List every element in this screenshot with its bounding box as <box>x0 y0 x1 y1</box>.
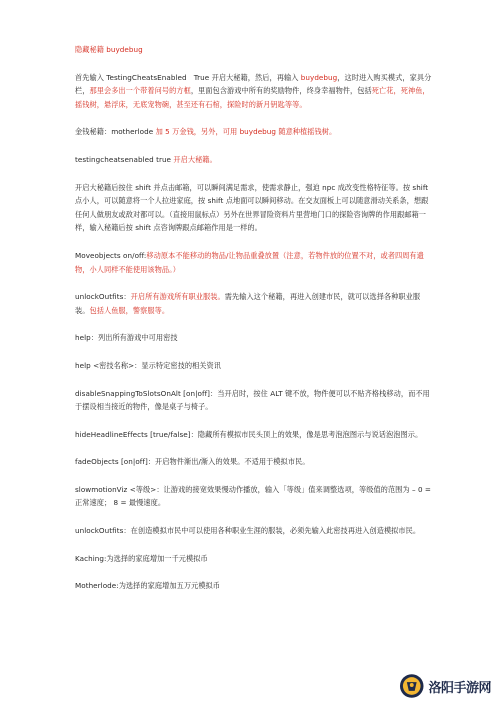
body-text: unlockOutfits：在创造模拟市民中可以使用各种职业生涯的服装，必须先输入此密技再进入创造模拟市民。 <box>75 526 421 536</box>
highlighted-text: 包括人鱼服，警察服等。 <box>89 305 170 315</box>
highlighted-text: 隐藏秘籍 buydebug <box>75 45 143 54</box>
highlighted-text: 那里会多出一个带着问号的方框 <box>89 86 191 96</box>
body-text: ，里面包含游戏中所有的奖励物件，终身幸福物件，包括 <box>190 86 372 96</box>
highlighted-text: 开启所有游戏所有职业服装。 <box>130 292 225 302</box>
highlighted-text: 加 5 万金钱，另外，可用 buydebug 随意种植摇钱树。 <box>155 127 337 137</box>
highlighted-text: 移动原本不能移动的物品/让物品重叠放置（注意，若物件放的位置不对，或者四周有遗物，小人同样不能使用该物品。） <box>75 250 424 274</box>
body-text: 需先输入这个秘籍，再进入创建市民，就可以选择各种职业服装。 <box>75 292 421 315</box>
paragraph <box>75 71 433 112</box>
body-text: Kaching:为选择的家庭增加一千元模拟币 <box>75 553 208 563</box>
highlighted-text: 死亡花，死神鱼，摇钱树，悬浮床，无底宠物碗，甚至还有石棺，探险时的新月钥匙等等。 <box>75 86 430 109</box>
body-text: disableSnappingToSlotsOnAlt [on|off]：当开启时，按住 ALT 键不放，物件便可以不贴齐格栈移动，而不用于摆设相当接近的物件，像是桌子与椅子。 <box>75 388 430 412</box>
paragraph <box>75 359 433 373</box>
paragraph <box>75 290 433 317</box>
document-body <box>75 43 433 607</box>
paragraph <box>75 428 433 442</box>
body-text: slowmotionViz <等级>：让游戏的接宽效果慢动作播放，输入「等级」值来调整选项，等级值的范围为 – 0 = 正常速度； 8 = 最慢速度。 <box>75 484 431 508</box>
paragraph <box>75 483 433 510</box>
body-text: 开启大秘籍后按住 shift 并点击邮箱，可以瞬间满足需求，使需求静止，强迫 npc 成改变性格特征等。按 shift 点小人，可以随意将一个人拉进家庭，按 shift 点地面可以瞬间移动。在交友面板上可以随意滑动关系条，想跟任何人做朋友或敌对都可以。（直接用鼠标点）另外在世界冒险资料片里营地门口的探险咨询牌的作用跟邮箱一样，输入秘籍后按 shift 点咨询牌跟点邮箱作用是一样的。 <box>75 182 429 233</box>
body-text: testingcheatsenabled true <box>75 154 174 164</box>
body-text: Moveobjects on/off: <box>75 250 147 260</box>
body-text: fadeObjects [on|off]：开启物件渐出/渐入的效果。不适用于模拟市民。 <box>75 457 310 467</box>
section-title <box>75 43 433 57</box>
shield-logo-icon <box>399 673 424 699</box>
body-text: help <密技名称>：显示特定密技的相关资讯 <box>75 360 222 370</box>
paragraph <box>75 125 433 139</box>
paragraph <box>75 387 433 414</box>
body-text: Motherlode:为选择的家庭增加五万元模拟币 <box>75 581 221 591</box>
body-text: unlockOutfits： <box>75 292 131 302</box>
body-text: 首先输入 TestingCheatsEnabled True 开启大秘籍，然后，再输入 <box>75 72 301 82</box>
paragraph <box>75 181 433 235</box>
watermark-text: 洛阳手游网 <box>428 680 491 696</box>
site-watermark <box>399 672 491 700</box>
paragraph <box>75 552 433 566</box>
body-text: 金钱秘籍：motherlode <box>75 127 156 137</box>
body-text: hideHeadlineEffects [true/false]：隐藏所有模拟市民头顶上的效果，像是思考泡泡图示与说话泡泡图示。 <box>75 429 423 439</box>
paragraph <box>75 249 433 276</box>
paragraph <box>75 455 433 469</box>
body-text: ，这时进入购买模式，家具分栏， <box>75 72 432 96</box>
paragraph <box>75 579 433 593</box>
paragraph <box>75 153 433 167</box>
highlighted-text: 开启大秘籍。 <box>173 154 217 164</box>
paragraph <box>75 524 433 538</box>
body-text: help：列出所有游戏中可用密技 <box>75 333 178 343</box>
paragraph <box>75 331 433 345</box>
highlighted-text: buydebug <box>300 72 338 82</box>
